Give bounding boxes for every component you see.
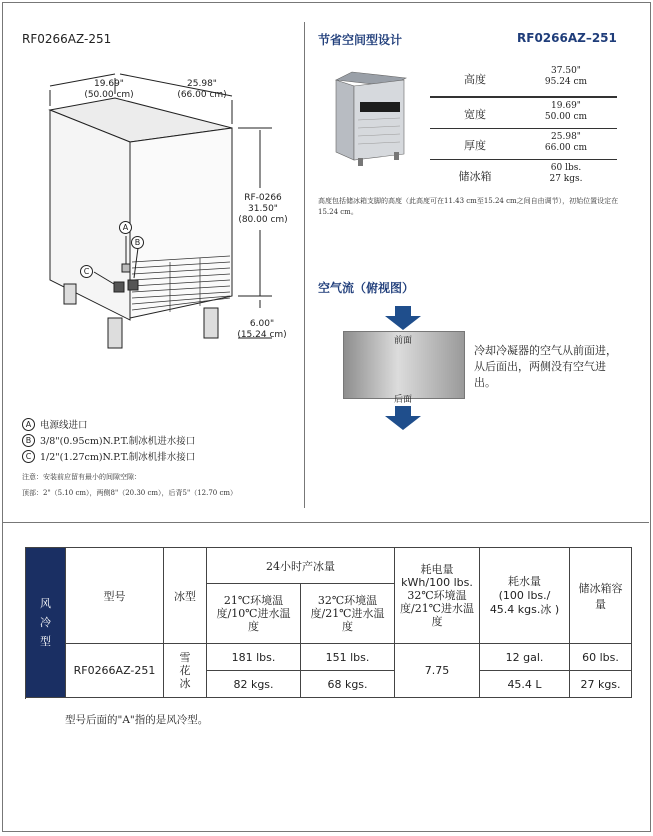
width-cm: (50.00 cm) (84, 90, 134, 100)
header-21c: 21℃环境温度/10℃进水温度 (207, 584, 301, 644)
spec-row-width (430, 97, 617, 129)
airflow-title: 空气流（俯视图） (318, 281, 415, 295)
spec-row-depth (430, 128, 617, 160)
leg-inches: 6.00" (249, 319, 275, 329)
header-bin: 储冰箱容量 (570, 548, 632, 644)
bin-lbs: 60 lbs. (570, 644, 632, 671)
ice-type-cell: 雪花冰 (164, 644, 207, 698)
drawing-model-title: RF0266AZ-251 (22, 32, 112, 46)
airflow-front-label: 前面 (393, 336, 412, 346)
depth-cm: (66.00 cm) (177, 90, 227, 100)
legend-text: 3/8"(0.95cm)N.P.T.制冰机进水接口 (40, 436, 196, 447)
height-model: RF-0266 (244, 193, 282, 203)
prod-21-lbs: 181 lbs. (207, 644, 301, 671)
legend-text: 电源线进口 (40, 420, 88, 431)
prod-32-lbs: 151 lbs. (301, 644, 395, 671)
height-note: 高度包括储冰箱支脚的高度（此高度可在11.43 cm至15.24 cm之间自由调节），初始位置设定在15.24 cm。 (318, 197, 619, 216)
spec-row-height (430, 63, 617, 94)
clearance-note-values: 顶部：2"（5.10 cm），两侧8"（20.30 cm），后背5"（12.70 cm） (22, 489, 238, 497)
legend-letter: B (22, 434, 35, 447)
spec-value: 19.69" 50.00 cm (544, 101, 588, 122)
arrow-down-icon (383, 406, 423, 430)
air-cooled-label: 风 冷 型 (26, 548, 66, 698)
spec-row-bin (430, 159, 617, 191)
header-power: 耗电量 kWh/100 lbs. 32℃环境温度/21℃进水温度 (395, 548, 480, 644)
width-inches: 19.69" (94, 79, 124, 89)
column-divider (304, 22, 305, 508)
water-l: 45.4 L (480, 671, 570, 698)
prod-32-kg: 68 kgs. (301, 671, 395, 698)
legend-text: 1/2"(1.27cm)N.P.T.制冰机排水接口 (40, 452, 196, 463)
clearance-note-heading: 注意：安装前应留有最小的间隙空隙： (22, 473, 141, 481)
prod-21-kg: 82 kgs. (207, 671, 301, 698)
spec-value: 60 lbs. 27 kgs. (549, 163, 583, 184)
production-table (25, 547, 632, 698)
model-cell: RF0266AZ-251 (66, 644, 164, 698)
depth-inches: 25.98" (187, 79, 217, 89)
leg-dimension-label (232, 319, 292, 341)
bin-kg: 27 kgs. (570, 671, 632, 698)
product-photo (330, 70, 410, 168)
airflow-back-label: 后面 (393, 395, 412, 405)
height-dimension-label (234, 193, 292, 226)
height-cm: (80.00 cm) (238, 215, 288, 225)
airflow-description: 冷却冷凝器的空气从前面进，从后面出，两侧没有空气进出。 (474, 344, 617, 389)
spec-top-rule (430, 96, 617, 97)
legend-item-c (22, 449, 195, 463)
spec-value: 25.98" 66.00 cm (544, 132, 588, 153)
header-24h-production: 24小时产冰量 (207, 548, 395, 584)
header-ice-type: 冰型 (164, 548, 207, 644)
spec-label: 宽度 (464, 108, 486, 121)
depth-dimension-label (172, 79, 232, 101)
legend-item-b (22, 433, 195, 447)
header-water: 耗水量 (100 lbs./ 45.4 kgs.冰 ) (480, 548, 570, 644)
section-divider (3, 522, 649, 523)
spec-label: 厚度 (464, 139, 486, 152)
leg-cm: (15.24 cm) (237, 330, 287, 340)
callout-c: C (80, 265, 93, 278)
spec-label: 高度 (464, 73, 486, 86)
callout-b: B (131, 236, 144, 249)
water-gal: 12 gal. (480, 644, 570, 671)
legend-letter: C (22, 450, 35, 463)
legend-item-a (22, 417, 88, 431)
section-title-space-saving: 节省空间型设计 (318, 33, 403, 47)
model-suffix-footnote: 型号后面的"A"指的是风冷型。 (65, 714, 209, 726)
spec-value: 37.50" 95.24 cm (544, 66, 588, 87)
legend-letter: A (22, 418, 35, 431)
header-model: 型号 (66, 548, 164, 644)
spec-label: 储冰箱 (458, 170, 492, 183)
header-32c: 32℃环境温度/21℃进水温度 (301, 584, 395, 644)
arrow-down-icon (383, 306, 423, 330)
callout-a: A (119, 221, 132, 234)
power-cell: 7.75 (395, 644, 480, 698)
height-inches: 31.50" (248, 204, 278, 214)
section-model: RF0266AZ–251 (517, 31, 617, 45)
width-dimension-label (74, 79, 144, 101)
